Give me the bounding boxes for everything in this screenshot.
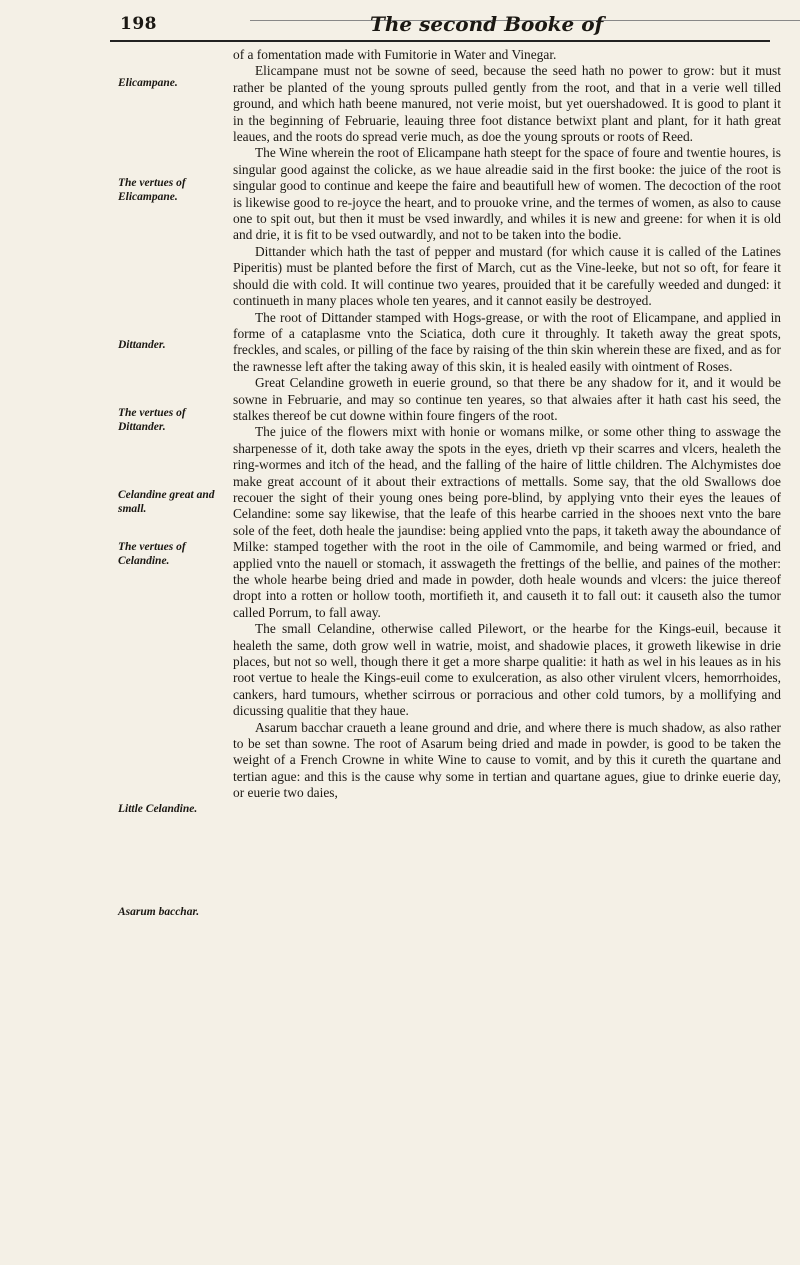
- margin-note-dittander: Dittander.: [118, 339, 166, 351]
- paragraph-vertues-dittander: The root of Dittander stamped with Hogs-grease, or with the root of Elicampane, and applied in forme of a cataplasme vnto the Sciatica, doth cure it throughly. It taketh away the great spots, freckles, and scales, or pilling of the face by raising of the thin skin wherein these are fixed, and as for the rawnesse left after the taking away of this skin, it is healed easily with ointment of Roses.: [233, 309, 781, 374]
- paragraph-dittander: Dittander which hath the tast of pepper and mustard (for which cause it is called of the Latines Piperitis) must be planted before the first of March, cut as the Vine-leeke, but not so oft, for feare it should die with cold. It will continue two yeares, prouided that it be carefully weeded and dunged: it continueth in many places whole ten yeares, and it cannot easily be destroyed.: [233, 243, 781, 309]
- margin-note-vertues-dittander: The vertues of Dittander.: [118, 407, 186, 433]
- paragraph-vertues-celandine: The juice of the flowers mixt with honie or womans milke, or some other thing to asswage the sharpenesse of it, doth take away the spots in the eyes, drieth vp their scarres and vlcers, healeth the ring-wormes and itch of the head, and the falling of the haire of little children. The Alchymistes doe make great account of it about their extractions of mettalls. Some say, that the old Swallows doe recouer the sight of their young ones being pore-blind, by applying vnto their eyes the leaues of Celandine: some say likewise, that the leafe of this hearbe carried in the shooes next vnto the bare sole of the feet, doth heale the jaundise: being applied vnto the paps, it taketh away the aboundance of Milke: stamped together with the root in the oile of Cammomile, and being warmed or fried, and applied vnto the nauell or stomach, it asswageth the frettings of the bellie, and paines of the mother: the whole hearbe being dried and made in powder, doth heale wounds and vlcers: the juice thereof dropt into a rotten or hollow tooth, mortifieth it, and causeth it to fall out: it causeth also the tumor called Porrum, to fall away.: [233, 424, 781, 620]
- paragraph-great-celandine: Great Celandine groweth in euerie ground, so that there be any shadow for it, and it would be sowne in Februarie, and may so continue ten yeares, so that alwaies after it hath cast his seed, the stalkes thereof be cut downe within foure fingers of the root.: [233, 375, 781, 423]
- margin-note-asarum: Asarum bacchar.: [118, 906, 200, 918]
- header-rule: [110, 40, 770, 42]
- page-number: 198: [120, 14, 157, 34]
- page-header: [120, 6, 770, 40]
- margin-note-celandine: Celandine great and small.: [118, 489, 215, 515]
- margin-note-elicampane: Elicampane.: [118, 77, 178, 89]
- paragraph-vertues-elicampane: The Wine wherein the root of Elicampane hath steept for the space of foure and twentie houres, is singular good against the colicke, as we haue alreadie said in the first booke: the juice of the root is singular good to continue and keepe the faire and beautifull hew of women. The decoction of the root is likewise good to re-joyce the heart, and to prouoke vrine, and the termes of women, as also to cause one to spit out, but then it must be vsed inwardly, and whiles it is new and greene: for when it is old and drie, it is fit to be vsed outwardly, and not to be taken into the bodie.: [233, 145, 781, 243]
- margin-note-little-celandine: Little Celandine.: [118, 803, 198, 815]
- paragraph-elicampane: Elicampane must not be sowne of seed, because the seed hath no power to grow: but it must rather be planted of the young sprouts pulled gently from the root, and that in a verie well tilled ground, and which hath beene manured, not verie moist, but yet ouershadowed. It is good to plant it in the beginning of Februarie, leauing three foot distance betwixt plant and plant, for it hath great leaues, and the roots do spread verie much, as doe the young sprouts or roots of Reed.: [233, 63, 781, 145]
- body-text: [233, 47, 781, 802]
- paragraph-asarum: Asarum bacchar craueth a leane ground and drie, and where there is much shadow, as also rather to be set than sowne. The root of Asarum being dried and made in powder, is good to be taken the weight of a French Crowne in white Wine to cause to vomit, and by this it cureth the quartane and tertian ague: and this is the cause why some in tertian and quartane agues, giue to drinke euerie day, or euerie two daies,: [233, 719, 781, 801]
- paragraph-little-celandine: The small Celandine, otherwise called Pilewort, or the hearbe for the Kings-euil, because it healeth the same, doth grow well in watrie, moist, and shadowie places, it groweth likewise in drie places, but not so well, though there it get a more sharpe qualitie: it hath as wel in his leaues as in his root vertue to heale the Kings-euil come to exulceration, as also other virulent vlcers, hemorrhoides, cankers, hard tumours, whether scirrous or porracious and other cold tumors, by a mollifying and dicussing qualitie that they haue.: [233, 621, 781, 719]
- running-head: The second Booke of: [370, 12, 604, 36]
- margin-note-vertues-celandine: The vertues of Celandine.: [118, 541, 186, 567]
- margin-note-vertues-elicampane: The vertues of Elicampane.: [118, 177, 186, 203]
- paragraph-fomentation: of a fomentation made with Fumitorie in Water and Vinegar.: [233, 47, 557, 62]
